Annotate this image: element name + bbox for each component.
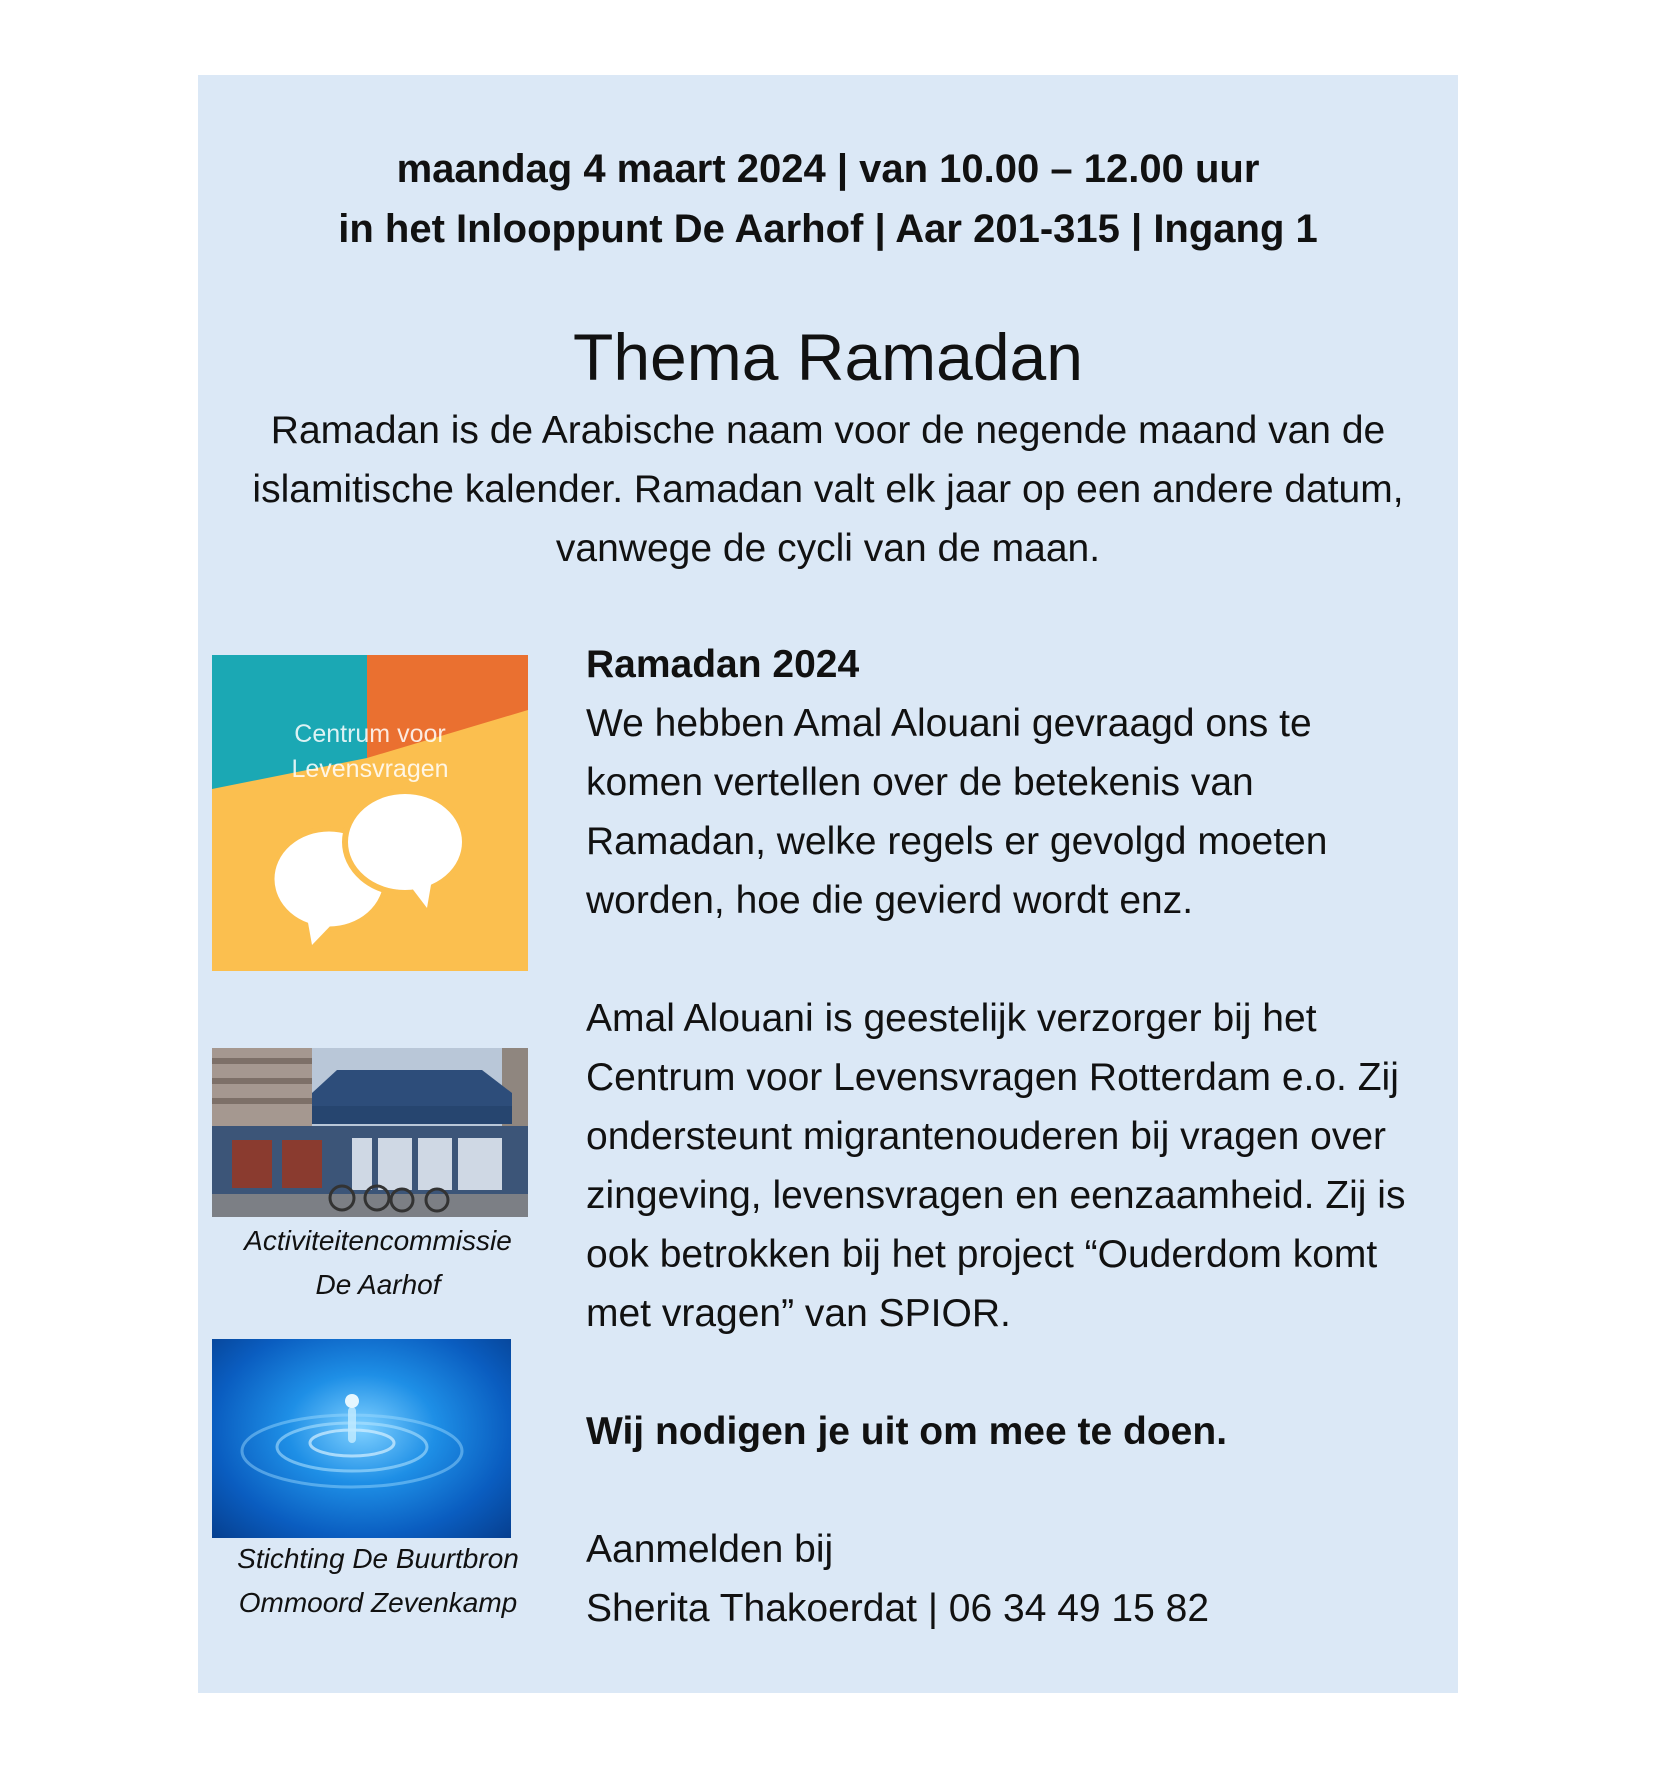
intro-line: vanwege de cycli van de maan.: [555, 527, 1101, 570]
page-title: Thema Ramadan: [573, 320, 1083, 394]
text-line: We hebben Amal Alouani gevraagd ons te: [586, 702, 1312, 745]
intro-paragraph: [218, 401, 1438, 578]
text-line: Amal Alouani is geestelijk verzorger bij het: [586, 997, 1317, 1040]
spacer: [586, 1343, 1446, 1402]
caption-line: Activiteitencommissie: [244, 1225, 512, 1256]
text-line: zingeving, levensvragen en eenzaamheid. Zij is: [586, 1174, 1406, 1217]
text-line: komen vertellen over de betekenis van: [586, 761, 1254, 804]
caption-line: Ommoord Zevenkamp: [238, 1587, 518, 1618]
speaker-paragraph: [586, 989, 1446, 1343]
text-line: met vragen” van SPIOR.: [586, 1292, 1011, 1335]
spacer: [586, 930, 1446, 989]
text-line: worden, hoe die gevierd wordt enz.: [586, 879, 1194, 922]
description-paragraph: [586, 694, 1446, 930]
flyer-panel: [198, 75, 1458, 1693]
event-date-line: maandag 4 maart 2024 | van 10.00 – 12.00 uur: [396, 147, 1260, 191]
buurtbron-caption: [212, 1537, 544, 1625]
section-heading: Ramadan 2024: [586, 643, 860, 686]
centrum-voor-levensvragen-logo: [212, 655, 528, 971]
text-line: ook betrokken bij het project “Ouderdom komt: [586, 1233, 1378, 1276]
aarhof-caption: [212, 1219, 544, 1307]
svg-text:Centrum voor: Centrum voor: [294, 720, 446, 748]
intro-line: islamitische kalender. Ramadan valt elk jaar op een andere datum,: [252, 468, 1404, 511]
speech-bubbles-icon: [212, 655, 528, 971]
text-line: Centrum voor Levensvragen Rotterdam e.o. Zij: [586, 1056, 1399, 1099]
main-text-column: [586, 635, 1446, 1638]
event-location-line: in het Inlooppunt De Aarhof | Aar 201-315 | Ingang 1: [338, 207, 1318, 251]
invitation-text: Wij nodigen je uit om mee te doen.: [586, 1410, 1228, 1453]
intro-line: Ramadan is de Arabische naam voor de negende maand van de: [270, 409, 1386, 452]
event-date-location: [198, 139, 1458, 259]
signup-contact: Sherita Thakoerdat | 06 34 49 15 82: [586, 1587, 1210, 1630]
text-line: Ramadan, welke regels er gevolgd moeten: [586, 820, 1328, 863]
svg-text:Levensvragen: Levensvragen: [291, 755, 449, 783]
caption-line: Stichting De Buurtbron: [237, 1543, 519, 1574]
signup-label: Aanmelden bij: [586, 1528, 834, 1571]
spacer: [586, 1461, 1446, 1520]
text-line: ondersteunt migrantenouderen bij vragen over: [586, 1115, 1387, 1158]
water-drop-photo: [212, 1339, 511, 1538]
caption-line: De Aarhof: [315, 1269, 441, 1300]
aarhof-building-photo: [212, 1048, 528, 1217]
